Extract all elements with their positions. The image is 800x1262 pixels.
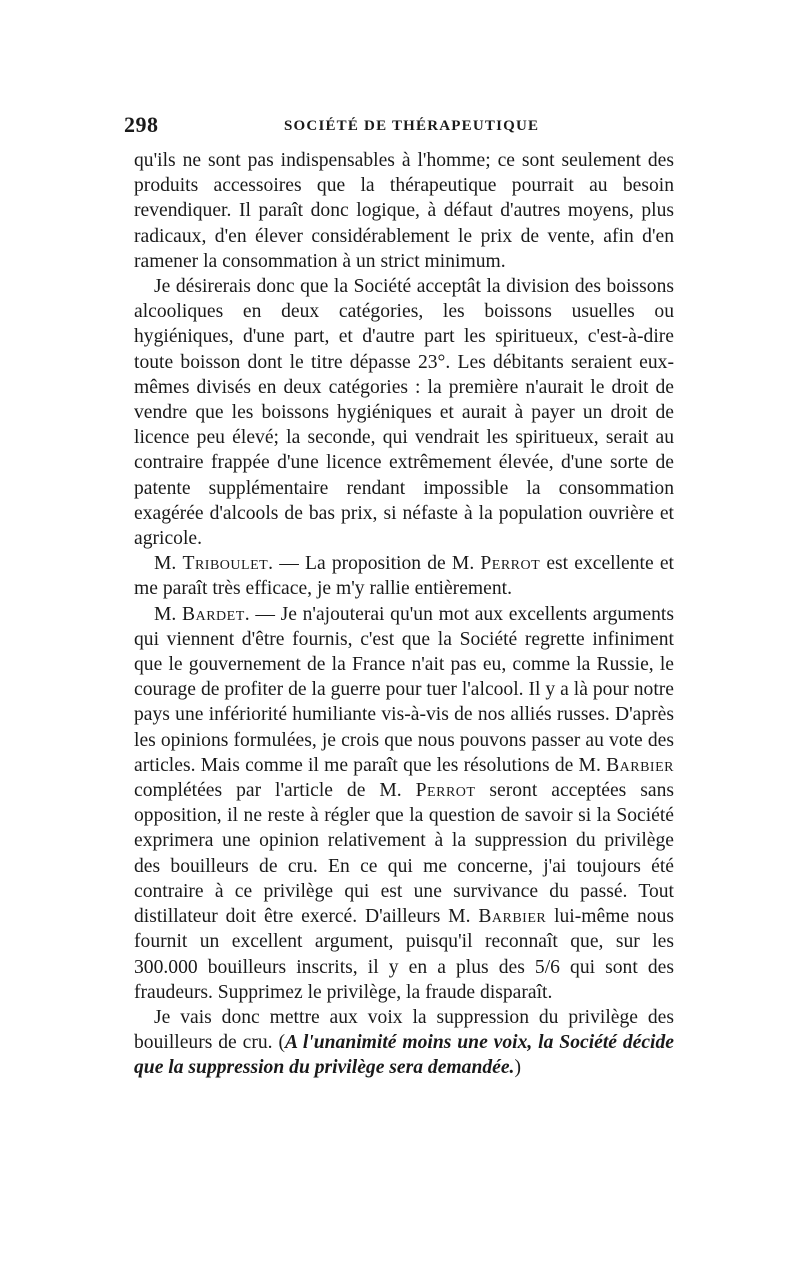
paragraph-5 (134, 1005, 674, 1081)
speaker-name: Bardet (182, 603, 245, 625)
paragraph-4-text-2: complétées par l'article de M. (134, 780, 416, 802)
vote-result: A l'unanimité moins une voix, la Société décide que la suppression du privilège sera demandée. (134, 1032, 674, 1079)
paragraph-4 (134, 602, 674, 1005)
paragraph-2: Je désirerais donc que la Société acceptât la division des boissons alcooliques en deux catégories, les boissons usuelles ou hygiéniques, d'une part, et d'autre part les spiritueux, c'est-à-dire toute boisson dont le titre dépasse 23°. Les débitants seraient eux-mêmes divisés en deux catégories : la première n'aurait le droit de vendre que les boissons hygiéniques et aurait à payer un droit de licence peu élevé; la seconde, qui vendrait les spiritueux, serait au contraire frappée d'une licence extrêmement élevée, d'une sorte de patente supplémentaire rendant impossible la consommation exagérée d'alcools de bas prix, si néfaste à la population ouvrière et agricole. (134, 276, 674, 550)
speaker-name: Triboulet (182, 553, 269, 575)
paragraph-3-text: . — La proposition de M. (268, 553, 481, 575)
person-name: Perrot (415, 780, 476, 802)
speaker-prefix: M. (154, 553, 183, 575)
closing-paren: ) (514, 1057, 521, 1079)
page-header (124, 112, 676, 142)
paragraph-3 (134, 551, 674, 601)
paragraph-5-text: Je vais donc mettre aux voix la suppression du privilège des bouilleurs de cru. ( (134, 1006, 674, 1054)
paragraph-4-text-3: seront acceptées sans opposition, il ne reste à régler que la question de savoir si la Société exprimera une opinion relativement à la suppression du privilège des bouilleurs de cru. En ce qui me concerne, j'ai toujours été contraire à ce privilège qui est une survivance du passé. Tout distillateur doit être exercé. D'ailleurs M. (134, 780, 674, 928)
page-number: 298 (124, 112, 159, 137)
paragraph-3-rest: est excellente et me paraît très efficace, je m'y rallie entièrement. (134, 553, 674, 600)
paragraph-4-text-4: lui-même nous fournit un excellent argument, puisqu'il reconnaît que, sur les 300.000 bouilleurs inscrits, il y en a plus des 5/6 qui sont des fraudeurs. Supprimez le privilège, la fraude disparaît. (134, 906, 674, 1003)
paragraph-1: qu'ils ne sont pas indispensables à l'homme; ce sont seulement des produits accessoires que la thérapeutique pourrait au besoin revendiquer. Il paraît donc logique, à défaut d'autres moyens, plus radicaux, d'en élever considérablement le prix de vente, afin d'en ramener la consommation à un strict minimum. (134, 150, 674, 272)
paragraph-4-text-1: . — Je n'ajouterai qu'un mot aux excellents arguments qui viennent d'être fournis, c'est que la Société regrette infiniment que le gouvernement de la France n'ait pas eu, comme la Russie, le courage de profiter de la guerre pour tuer l'alcool. Il y a là pour notre pays une infériorité humiliante vis-à-vis de nos alliés russes. D'après les opinions formulées, je crois que nous pouvons passer au vote des articles. Mais comme il me paraît que les résolutions de M. (134, 603, 674, 776)
running-head: SOCIÉTÉ DE THÉRAPEUTIQUE (284, 118, 540, 134)
person-name: Barbier (478, 906, 547, 928)
person-name: Barbier (606, 754, 674, 776)
speaker-prefix: M. (154, 603, 183, 625)
body-text (134, 148, 674, 1081)
person-name: Perrot (480, 553, 541, 575)
